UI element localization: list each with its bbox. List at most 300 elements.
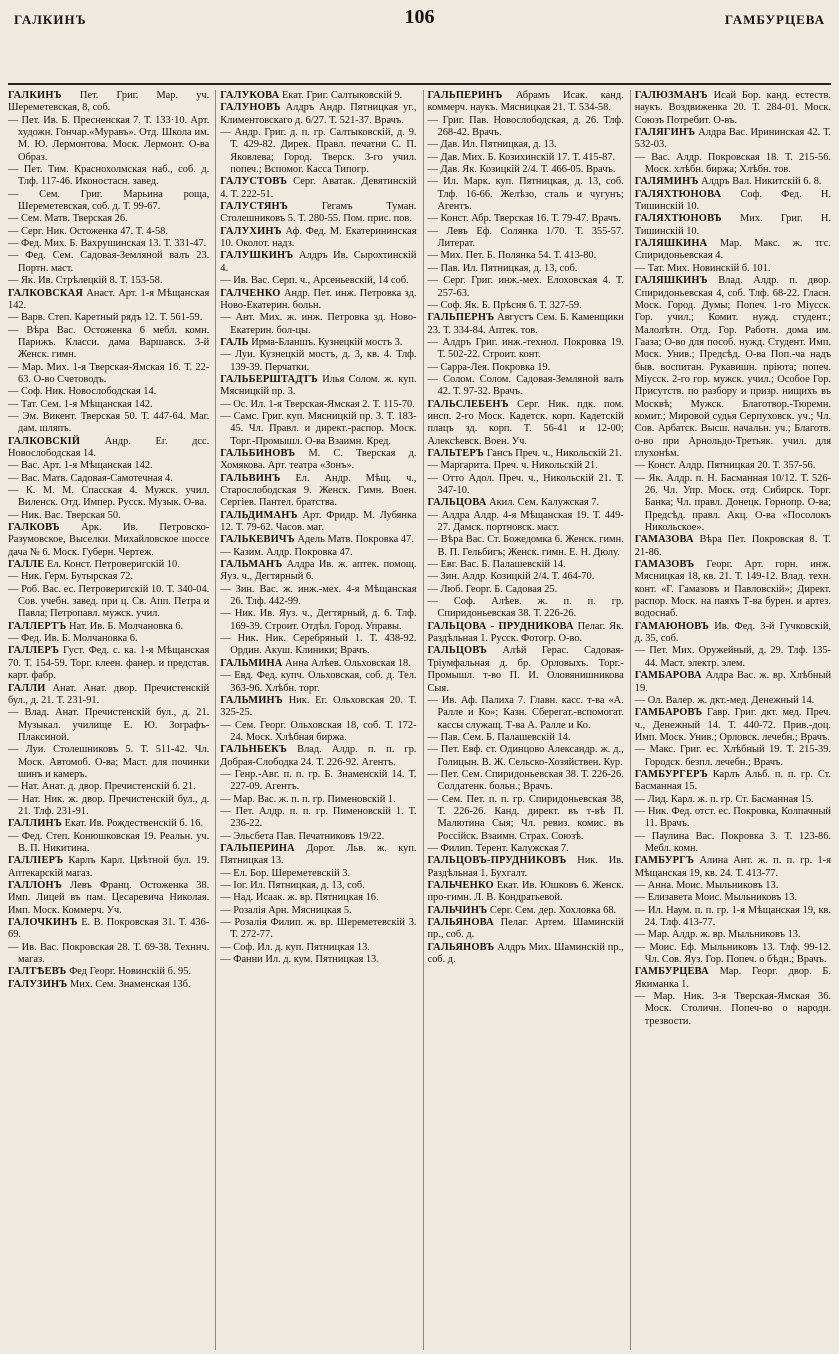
surname: ГАЛЬБЕРШТАДТЪ bbox=[220, 373, 318, 385]
entry-text: — Ник. Ив. Яуз. ч., Дегтярный, д. 6. Тлф. 169-39. Строит. Отдѣл. Город. Управы. bbox=[220, 608, 417, 632]
directory-entry bbox=[428, 794, 624, 843]
entry-text: Екат. Григ. Салтыковскiй 9. bbox=[281, 90, 403, 101]
directory-entry bbox=[428, 584, 624, 596]
surname: ГАЛУЗИНЪ bbox=[8, 978, 68, 990]
entry-text: — Евг. Вас. Б. Палашевскiй 14. bbox=[427, 559, 566, 571]
directory-entry bbox=[635, 831, 831, 856]
entry-text: — Вас. Алдр. Покровская 18. Т. 215-56. Моск. хлѣбн. биржа; Хлѣбн. тов. bbox=[634, 151, 831, 176]
directory-entry bbox=[428, 596, 624, 621]
entry-text: Алдръ Андр. Пятницкая уг., Климентовскаго д. 6/27. Т. 521-37. Врачъ. bbox=[220, 102, 417, 126]
directory-entry bbox=[635, 855, 831, 880]
directory-entry bbox=[220, 510, 416, 535]
entry-text: Алдръ Вал. Никитскiй 6. 8. bbox=[701, 176, 822, 188]
entry-text: — Эльсбета Пав. Печатниковъ 19/22. bbox=[220, 830, 385, 842]
directory-entry bbox=[635, 621, 831, 646]
directory-entry bbox=[8, 510, 209, 522]
entry-text: Акил. Сем. Калужская 7. bbox=[489, 497, 600, 509]
entry-text: Алдра Ив. ж. аптек. помощ. Яуз. ч., Дегтярный 6. bbox=[220, 559, 417, 583]
directory-entry bbox=[428, 300, 624, 312]
directory-entry bbox=[8, 917, 209, 942]
directory-entry bbox=[428, 263, 624, 275]
directory-columns bbox=[8, 90, 831, 1350]
directory-entry bbox=[8, 226, 209, 238]
entry-text: Мар. Георг. двор. Б. Якиманка 1. bbox=[634, 966, 831, 990]
directory-entry bbox=[220, 534, 416, 546]
entry-text: Пелаг. Як. Раздѣльная 1. Русск. Фотогр. О-во. bbox=[427, 620, 624, 645]
entry-text: — Мар. Ник. 3-я Тверская-Ямская 36. Моск. Столичн. Попеч-во о народн. трезвости. bbox=[634, 991, 831, 1027]
directory-entry bbox=[428, 510, 624, 535]
surname: ГАЛЬЧЕНКО bbox=[427, 880, 494, 891]
directory-entry bbox=[635, 929, 831, 941]
entry-text: — Генр.-Авг. п. п. гр. Б. Знаменскiй 14. Т. 227-09. Агентъ. bbox=[220, 768, 417, 793]
surname: ГАЛЯГИНЪ bbox=[634, 127, 696, 139]
entry-text: — Соф. Ил. д. куп. Пятницкая 13. bbox=[220, 941, 370, 953]
directory-entry bbox=[220, 843, 416, 868]
entry-text: — Ил. Наум. п. п. гр. 1-я Мѣщанская 19, кв. 24. Тлф. 413-77. bbox=[634, 904, 831, 929]
directory-entry bbox=[428, 769, 624, 794]
directory-entry bbox=[428, 744, 624, 769]
directory-entry bbox=[428, 855, 624, 880]
directory-entry bbox=[220, 349, 416, 374]
entry-text: — Анна. Моис. Мыльниковъ 13. bbox=[634, 880, 779, 891]
directory-entry bbox=[428, 176, 624, 213]
directory-entry bbox=[220, 176, 416, 201]
entry-text: Арт. Фридр. М. Лубянка 12. Т. 79-62. Часов. маг. bbox=[220, 509, 417, 534]
surname: ГАЛЬВИНЪ bbox=[220, 472, 281, 484]
surname: ГАМБУРЦЕВА bbox=[634, 966, 709, 978]
directory-entry bbox=[220, 250, 416, 275]
surname: ГАЛЛЕРЪ bbox=[8, 645, 60, 657]
column-1 bbox=[8, 90, 209, 1350]
surname: ГАЛЬЦОВЪ bbox=[427, 645, 488, 657]
entry-text: — Як. Алдр. п. Н. Басманная 10/12. Т. 526-26. Чл. Упр. Моск. отд. Сибирск. Торг. Банка; Чл. правл. Донецк. Горнопр. О-ва; Предсѣд. правл. Акц. О-ва «Посолокъ Никольское». bbox=[634, 472, 831, 534]
entry-text: Георг. Арт. горн. инж. Мясницкая 18, кв. 21. Т. 149-12. Влад. техн. конт. «Г. Гамазовъ и Павловскiй»; Директ. распор. Моск. на паяхъ Т-ва бурен. и артез. водоснаб. bbox=[634, 559, 831, 620]
directory-entry bbox=[428, 399, 624, 448]
directory-entry bbox=[8, 460, 209, 472]
surname: ГАЛЮЗМАНЪ bbox=[634, 90, 708, 101]
surname: ГАЛОЧКИНЪ bbox=[8, 917, 78, 929]
directory-entry bbox=[8, 645, 209, 682]
entry-text: — Вас. Арт. 1-я Мѣщанская 142. bbox=[8, 460, 153, 472]
entry-text: Ив. Фед. 3-й Гучковскiй, д. 35, соб. bbox=[634, 620, 831, 645]
entry-text: — Фед. Мих. Б. Вахрушинская 13. Т. 331-47. bbox=[8, 238, 207, 250]
directory-entry bbox=[635, 695, 831, 707]
entry-text: — Ив. Аф. Палиха 7. Главн. касс. т-ва «А. Ралле и Ко»; Казн. Сберегат.-вспомогат. кассы служащ. Т-ва А. Ралле и Ко. bbox=[427, 694, 624, 731]
directory-entry bbox=[635, 559, 831, 621]
directory-entry bbox=[8, 855, 209, 880]
directory-entry bbox=[220, 547, 416, 559]
entry-text: Фед Георг. Новинскiй б. 95. bbox=[69, 966, 192, 978]
directory-entry bbox=[428, 645, 624, 694]
entry-text: Абрамъ Исак. канд. коммерч. наукъ. Мясницкая 21. Т. 534-58. bbox=[427, 90, 624, 114]
surname: ГАЛЬДИМАНЪ bbox=[220, 509, 298, 521]
directory-entry bbox=[635, 90, 831, 127]
surname: ГАЛЬМИНЪ bbox=[220, 694, 283, 706]
surname: ГАЛУШКИНЪ bbox=[220, 250, 294, 262]
entry-text: — Солом. Солом. Садовая-Земляной валъ 42. Т. 97-32. Врачъ. bbox=[427, 373, 624, 398]
column-2 bbox=[215, 90, 416, 1350]
entry-text: — Пет. Ив. Б. Пресненская 7. Т. 133·10. Арт. художн. Гончар.«Муравъ». Отд. Школа им. М. Ю. Лермонтова. Моск. Лермонт. О-ва Образ. bbox=[8, 114, 210, 163]
entry-text: — Сем. Григ. Марьина роща, Шереметевская, соб. д. Т. 99-67. bbox=[8, 188, 210, 213]
entry-text: Адель Матв. Покровка 47. bbox=[297, 534, 414, 546]
surname: ГАМБУРГЕРЪ bbox=[634, 768, 708, 780]
directory-entry bbox=[635, 473, 831, 535]
directory-entry bbox=[428, 497, 624, 509]
surname: ГАЛУСТЯНЪ bbox=[220, 201, 288, 213]
entry-text: — Нат. Ник. ж. двор. Пречистенскiй бул., д. 21. Тлф. 231-91. bbox=[8, 793, 210, 817]
surname: ГАЛЛОНЪ bbox=[8, 880, 62, 891]
surname: ГАЛЬМИНА bbox=[220, 657, 283, 669]
entry-text: Нат. Ив. Б. Молчановка 6. bbox=[68, 620, 184, 632]
entry-text: — Мар. Вас. ж. п. п. гр. Пименовскiй 1. bbox=[220, 793, 396, 805]
directory-entry bbox=[220, 374, 416, 399]
directory-entry bbox=[428, 226, 624, 251]
directory-entry bbox=[635, 744, 831, 769]
entry-text: Влад. Алдр. п. п. гр. Добрая-Слободка 24. Т. 226-92. Агентъ. bbox=[220, 744, 417, 768]
directory-entry bbox=[220, 917, 416, 942]
directory-entry bbox=[635, 880, 831, 892]
directory-entry bbox=[220, 288, 416, 313]
entry-text: Гансъ Преч. ч., Никольскiй 21. bbox=[486, 447, 622, 459]
entry-text: Серг. Ник. пдк. пом. инсп. 2-го Моск. Кадетск. корп. Кадетскiй плацъ зд. корп. Т. 56-41 и 12-00; Алексѣевск. Воен. Уч. bbox=[427, 398, 624, 447]
directory-entry bbox=[8, 522, 209, 559]
entry-text: — Тат. Мих. Новинскiй б. 101. bbox=[634, 262, 771, 274]
directory-entry bbox=[428, 250, 624, 262]
entry-text: — Сем. Пет. п. п. гр. Спиридоньевская 38, Т. 226-26. Канд. директ. въ т-вѣ П. Малютина Сыя; Чл. ревиз. комис. въ Россiйск. Взаимн. Страх. Союзѣ. bbox=[427, 793, 624, 842]
directory-entry bbox=[8, 213, 209, 225]
entry-text: — Нат. Анат. д. двор. Пречистенскiй б. 21. bbox=[8, 781, 196, 793]
surname: ГАЛЬМАНЪ bbox=[220, 559, 283, 571]
surname: ГАЛЯХТЮНОВА bbox=[634, 188, 722, 200]
entry-text: Алдръ Мих. Шаминскiй пр., соб. д. bbox=[427, 941, 624, 966]
directory-entry bbox=[220, 695, 416, 720]
entry-text: — Алдръ Григ. инж.-технол. Покровка 19. Т. 502-22. Строит. конт. bbox=[427, 336, 624, 361]
surname: ГАЛЬСЛЕБЕНЪ bbox=[427, 398, 509, 410]
directory-entry bbox=[8, 880, 209, 917]
column-4 bbox=[630, 90, 831, 1350]
entry-text: Анат. Анат. двор. Пречистенскiй бул., д. 21. Т. 231-91. bbox=[8, 682, 210, 706]
surname: ГАЛУКОВА bbox=[220, 90, 280, 101]
page-header bbox=[8, 4, 831, 34]
directory-entry bbox=[8, 559, 209, 571]
directory-entry bbox=[635, 794, 831, 806]
directory-entry bbox=[220, 769, 416, 794]
entry-text: Аф. Фед. М. Екатерининская 10. Околот. надз. bbox=[220, 225, 417, 250]
directory-entry bbox=[220, 892, 416, 904]
directory-entry bbox=[8, 238, 209, 250]
surname: ГАЛКОВСКIЙ bbox=[8, 435, 81, 447]
entry-text: — Пав. Сем. Б. Палашевскiй 14. bbox=[427, 731, 571, 743]
entry-text: Влад. Алдр. п. двор. Спиридоньевская 4, соб. Тлф. 68-22. Гласн. Моск. Город. Думы; Попеч. 1-го Мiусск. Гор. учил.; Комит. нужд. студент.; Малолѣтн. Отд. Гор. Работн. дома им. Гааза; О-во для пособ. нужд. Студент. Имп. Моск. Унив.; Предсѣд. О-ва Поп.-ча надъ быв. воспитан. Рукавишн. прiюта; попеч. Мiусск. 2-го гор. мужск. учил.; Особое Гор. Присутств. по разбору и призр. нищихъ въ Москвѣ; Мужск. Благотвор.-Тюремн. комит.; Мировой судья Серпуховск. уч.; Чл. Сов. Арбатск. Высш. начальн. уч.; Благотв. о-во при Арнольдо-Третьяк. учил. для глухонѣм. bbox=[634, 275, 831, 459]
entry-text: — Сарра-Лея. Покровка 19. bbox=[427, 361, 551, 373]
directory-entry bbox=[8, 621, 209, 633]
directory-entry bbox=[8, 979, 209, 991]
surname: ГАМАЗОВА bbox=[634, 534, 694, 546]
directory-entry bbox=[8, 399, 209, 411]
directory-entry bbox=[428, 880, 624, 905]
entry-text: — Эм. Викент. Тверская 50. Т. 447-64. Маг. дам. шляпъ. bbox=[8, 410, 210, 435]
entry-text: — Роб. Вас. ес. Петроверигскiй 10. Т. 340-04. Сов. учебн. завед. при ц. Св. Апп. Петра и Павла; Петропавл. мужск. учил. bbox=[8, 583, 210, 620]
directory-entry bbox=[220, 720, 416, 745]
entry-text: — Зин. Алдр. Козицкiй 2/4. Т. 464-70. bbox=[427, 571, 595, 583]
directory-entry bbox=[635, 263, 831, 275]
entry-text: — Пет. Мих. Оружейный, д. 29. Тлф. 135-44. Маст. электр. элем. bbox=[634, 645, 831, 669]
page-number: 106 bbox=[404, 6, 435, 28]
directory-entry bbox=[428, 337, 624, 362]
entry-text: Ник. Ив. Раздѣльная 1. Бухгалт. bbox=[427, 855, 624, 879]
directory-entry bbox=[8, 744, 209, 781]
directory-entry bbox=[428, 115, 624, 140]
directory-entry bbox=[428, 621, 624, 646]
entry-text: — Макс. Григ. ес. Хлѣбный 19. Т. 215-39. Городск. безпл. лечебн.; Врачъ. bbox=[634, 744, 831, 768]
directory-entry bbox=[8, 189, 209, 214]
surname: ГАЛЛЕ bbox=[8, 559, 45, 571]
directory-entry bbox=[428, 534, 624, 559]
directory-entry bbox=[8, 781, 209, 793]
surname: ГАЛКОВСКАЯ bbox=[8, 287, 84, 299]
entry-text: — Пет. Евф. ст. Одинцово Александр. ж. д., Голицын. В. Ж. Сельско-Хозяйствен. Кур. bbox=[427, 744, 624, 768]
surname: ГАЛЬТЕРЪ bbox=[427, 447, 485, 459]
entry-text: Алдра Вас. Ирининская 42. Т. 532-03. bbox=[634, 127, 831, 151]
directory-entry bbox=[8, 633, 209, 645]
surname: ГАЛКИНЪ bbox=[8, 90, 62, 101]
entry-text: — Ант. Мих. ж. инж. Петровка зд. Ново-Екатерин. бол-цы. bbox=[220, 312, 417, 336]
entry-text: Андр. Пет. инж. Петровка зд. Ново-Екатерин. больн. bbox=[220, 287, 417, 311]
entry-text: — Мар. Мих. 1-я Тверская-Ямская 16. Т. 22-63. О-во Счетоводъ. bbox=[8, 361, 210, 385]
directory-entry bbox=[220, 584, 416, 609]
entry-text: Ел. Андр. Мѣщ. ч., Старослободская 9. Женск. Гимн. Воен. Сергiев. Пантел. братства. bbox=[220, 472, 417, 509]
entry-text: — Елизавета Моис. Мыльниковъ 13. bbox=[634, 892, 798, 904]
entry-text: — Дав. Ил. Пятницкая, д. 13. bbox=[427, 139, 557, 151]
directory-entry bbox=[220, 744, 416, 769]
entry-text: Алѣй Герас. Садовая-Трiумфальная д. бр. Орловыхъ. Торг.-Промышл. т-во П. И. Оловянишникова Сыя. bbox=[427, 645, 624, 694]
entry-text: — Фед. Сем. Садовая-Земляной валъ 23. Портн. маст. bbox=[8, 250, 210, 274]
entry-text: Ник. Ег. Ольховская 20. Т. 325-25. bbox=[220, 694, 417, 719]
directory-entry bbox=[635, 806, 831, 831]
surname: ГАЛЬПЕРНЪ bbox=[427, 312, 495, 324]
entry-text: — Як. Ив. Стрѣлецкiй 8. Т. 153-58. bbox=[8, 275, 163, 287]
entry-text: — Евд. Фед. купч. Ольховская, соб. д. Тел. 363-96. Хлѣбн. торг. bbox=[220, 670, 417, 694]
surname: ГАМАЮНОВЪ bbox=[634, 620, 710, 632]
surname: ГАЛЬЦОВА bbox=[427, 497, 487, 509]
entry-text: Алина Ант. ж. п. п. гр. 1-я Мѣщанская 19, кв. 24. Т. 413-77. bbox=[634, 855, 831, 879]
directory-entry bbox=[8, 250, 209, 275]
entry-text: Мих. Григ. Н. Тишинскiй 10. bbox=[634, 213, 831, 237]
directory-entry bbox=[428, 571, 624, 583]
directory-entry bbox=[220, 658, 416, 670]
entry-text: — Серг. Григ. инж.-мех. Елоховская 4. Т. 257-63. bbox=[427, 275, 624, 299]
entry-text: — Моис. Еф. Мыльниковъ 13. Тлф. 99-12. Чл. Сов. Яуз. Гор. Попеч. о бѣдн.; Врачъ. bbox=[634, 941, 831, 966]
directory-entry bbox=[8, 794, 209, 819]
directory-entry bbox=[220, 337, 416, 349]
surname: ГАЛЯШКИНА bbox=[634, 238, 708, 250]
directory-entry bbox=[635, 769, 831, 794]
directory-entry bbox=[635, 991, 831, 1028]
entry-text: — Отто Адол. Преч. ч., Никольскiй 21. Т. 347-10. bbox=[427, 472, 624, 496]
directory-entry bbox=[635, 892, 831, 904]
directory-entry bbox=[635, 942, 831, 967]
directory-entry bbox=[220, 559, 416, 584]
directory-entry bbox=[220, 831, 416, 843]
entry-text: Илья Солом. ж. куп. Мясницкiй пр. 3. bbox=[220, 373, 417, 398]
entry-text: Екат. Ив. Рождественскiй б. 16. bbox=[64, 818, 203, 830]
entry-text: Исай Бор. канд. естеств. наукъ. Воздвиженка 20. Т. 284-01. Моск. Союзъ Потребит. О-въ. bbox=[634, 90, 831, 126]
entry-text: — Луи. Столешниковъ 5. Т. 511-42. Чл. Моск. Автомоб. О-ва; Маст. для починки шинъ и камеръ. bbox=[8, 744, 210, 780]
entry-text: — Алдра Алдр. 4-я Мѣщанская 19. Т. 449-27. Дамск. портновск. маст. bbox=[427, 509, 624, 534]
entry-text: — Ив. Вас. Серп. ч., Арсеньевскiй, 14 соб. bbox=[220, 275, 409, 287]
entry-text: — Казим. Алдр. Покровка 47. bbox=[220, 546, 353, 558]
entry-text: Алдръ Ив. Сырохтинскiй 4. bbox=[220, 250, 417, 274]
entry-text: — Конст. Абр. Тверская 16. Т. 79-47. Врачъ. bbox=[427, 213, 621, 225]
directory-entry bbox=[8, 386, 209, 398]
entry-text: Анаст. Арт. 1-я Мѣщанская 142. bbox=[8, 287, 210, 311]
directory-entry bbox=[635, 707, 831, 744]
entry-text: — Левъ Еф. Солянка 1/70. Т. 355-57. Литерат. bbox=[427, 225, 624, 250]
directory-entry bbox=[428, 312, 624, 337]
directory-entry bbox=[8, 571, 209, 583]
entry-text: — Ив. Вас. Покровская 28. Т. 69-38. Техннч. магаз. bbox=[8, 941, 210, 966]
surname: ГАЛЬ bbox=[220, 336, 249, 348]
directory-entry bbox=[428, 90, 624, 115]
surname: ГАЛУНОВЪ bbox=[220, 102, 281, 114]
entry-text: — Влад. Анат. Пречистенскiй бул., д. 21. Музыкал. училище Е. Ю. Зографъ-Плаксиной. bbox=[8, 707, 210, 743]
entry-text: — Ел. Бор. Шереметевскiй 3. bbox=[220, 867, 351, 879]
directory-entry bbox=[8, 707, 209, 744]
directory-entry bbox=[428, 213, 624, 225]
directory-entry bbox=[635, 645, 831, 670]
directory-entry bbox=[428, 917, 624, 942]
entry-text: — Зин. Вас. ж. инж.-мех. 4-я Мѣщанская 26. Тлф. 442-99. bbox=[220, 583, 417, 608]
entry-text: — Пет. Сем. Спиридоньевская 38. Т. 226-26. Солдатенк. больн.; Врачъ. bbox=[427, 768, 624, 793]
surname: ГАМАЗОВЪ bbox=[634, 559, 695, 571]
directory-entry bbox=[8, 90, 209, 115]
entry-text: Карлъ Альб. п. п. гр. Ст. Басманная 15. bbox=[634, 768, 831, 793]
entry-text: — Ник. Ник. Серебряный 1. Т. 438-92. Ордин. Акуш. Клиники; Врачъ. bbox=[220, 633, 417, 657]
directory-entry bbox=[635, 152, 831, 177]
directory-entry bbox=[220, 880, 416, 892]
surname: ГАЛУХИНЪ bbox=[220, 225, 282, 237]
entry-text: Арк. Ив. Петровско-Разумовское, Выселки. Михайловское шоссе дача № 6. Моск. Губерн. Чертеж. bbox=[8, 522, 210, 558]
entry-text: Карлъ Карл. Цвѣтной бул. 19. Аптекарскiй магаз. bbox=[8, 855, 210, 879]
entry-text: — Луи. Кузнецкiй мостъ, д. 3, кв. 4. Тлф. 139-39. Перчатки. bbox=[220, 349, 417, 373]
entry-text: — Ник. Фед. отст. ес. Покровка, Колпачный 11. Врачъ. bbox=[634, 805, 831, 830]
entry-text: Пелаг. Артем. Шаминскiй пр., соб. д. bbox=[427, 917, 624, 941]
surname: ГАЛЬНБЕКЪ bbox=[220, 744, 288, 756]
entry-text: Е. В. Покровская 31. Т. 436-69. bbox=[8, 917, 210, 941]
directory-entry bbox=[428, 448, 624, 460]
directory-entry bbox=[428, 275, 624, 300]
entry-text: — Паулина Вас. Покровка 3. Т. 123-86. Мебл. комн. bbox=[634, 830, 831, 854]
entry-text: — Мар. Алдр. ж. вр. Мыльниковъ 13. bbox=[634, 929, 801, 941]
directory-entry bbox=[428, 559, 624, 571]
entry-text: Ел. Конст. Петроверигскiй 10. bbox=[47, 559, 180, 571]
directory-entry bbox=[8, 411, 209, 436]
entry-text: — Мих. Пет. Б. Полянка 54. Т. 413-80. bbox=[427, 250, 597, 262]
directory-entry bbox=[635, 176, 831, 188]
directory-entry bbox=[8, 485, 209, 510]
directory-entry bbox=[428, 139, 624, 151]
entry-text: — Соф. Ник. Новослободская 14. bbox=[8, 386, 157, 398]
entry-text: — Фанни Ил. д. кум. Пятницкая 13. bbox=[220, 954, 379, 966]
surname: ГАЛЛIЕРЪ bbox=[8, 855, 64, 867]
entry-text: Густ. Фед. с. ка. 1-я Мѣщанская 70. Т. 154-59. Торг. клеен. фанер. и представ. карт. фабр. bbox=[8, 645, 210, 682]
directory-entry bbox=[220, 102, 416, 127]
entry-text: — Ил. Марк. куп. Пятницкая, д. 13, соб. Тлф. 16-66. Желѣзо, сталь и чугунъ; Агентъ. bbox=[427, 176, 624, 213]
directory-entry bbox=[220, 127, 416, 176]
entry-text: — Вас. Матв. Садовая-Самотечная 4. bbox=[8, 472, 173, 484]
directory-entry bbox=[220, 868, 416, 880]
directory-entry bbox=[220, 226, 416, 251]
entry-text: — Варв. Степ. Каретный рядъ 12. Т. 561-59. bbox=[8, 312, 203, 324]
directory-entry bbox=[635, 127, 831, 152]
directory-entry bbox=[635, 275, 831, 460]
entry-text: — Вѣра Вас. Остоженка 6 мебл. комн. Парижъ. Класси. дама Варшавск. 3-й Женск. гимн. bbox=[8, 324, 210, 361]
surname: ГАЛЯШКИНЪ bbox=[634, 275, 708, 287]
directory-entry bbox=[220, 399, 416, 411]
directory-entry bbox=[635, 905, 831, 930]
directory-entry bbox=[8, 473, 209, 485]
directory-entry bbox=[8, 584, 209, 621]
surname: ГАМБАРОВА bbox=[634, 670, 702, 682]
directory-entry bbox=[8, 164, 209, 189]
directory-entry bbox=[220, 90, 416, 102]
entry-text: — Дав. Як. Козицкiй 2/4. Т. 466-05. Врачъ. bbox=[427, 164, 616, 176]
entry-text: — Вѣра Вас. Ст. Божедомка 6. Женск. гимн. В. П. Гельбигъ; Женск. гимн. Е. Н. Дюлу. bbox=[427, 534, 624, 558]
surname: ГАЛЯМИНЪ bbox=[634, 176, 699, 188]
entry-text: — Фед. Степ. Конюшковская 19. Реальн. уч. В. П. Никитина. bbox=[8, 830, 210, 854]
directory-entry bbox=[220, 201, 416, 226]
directory-entry bbox=[8, 312, 209, 324]
surname: ГАЛКОВЪ bbox=[8, 522, 60, 534]
entry-text: Анна Алѣев. Ольховская 18. bbox=[285, 657, 411, 669]
directory-entry bbox=[8, 288, 209, 313]
entry-text: — Филип. Терент. Калужская 7. bbox=[427, 842, 569, 854]
entry-text: — Iог. Ил. Пятницкая, д. 13, соб. bbox=[220, 880, 365, 891]
directory-entry bbox=[428, 473, 624, 498]
directory-entry bbox=[428, 374, 624, 399]
entry-text: — Розалiя Арн. Мясницкая 5. bbox=[220, 904, 352, 916]
directory-entry bbox=[220, 794, 416, 806]
surname: ГАЛУСТОВЪ bbox=[220, 176, 288, 188]
surname: ГАЛЬЯНОВА bbox=[427, 917, 494, 929]
column-3 bbox=[423, 90, 624, 1350]
surname: ГАЛЬЧИНЪ bbox=[427, 904, 488, 916]
entry-text: — Ник. Вас. Тверская 50. bbox=[8, 509, 121, 521]
directory-entry bbox=[635, 670, 831, 695]
entry-text: Гегамъ Туман. Столешниковъ 5. Т. 280-55. Пом. прис. пов. bbox=[220, 201, 417, 225]
entry-text: Соф. Фед. Н. Тишинскiй 10. bbox=[634, 188, 831, 213]
directory-entry bbox=[220, 448, 416, 473]
entry-text: Пет. Григ. Мар. уч. Шереметевская, 8, соб. bbox=[8, 90, 210, 114]
directory-entry bbox=[8, 966, 209, 978]
directory-entry bbox=[220, 275, 416, 287]
directory-entry bbox=[428, 695, 624, 732]
entry-text: Алдра Вас. ж. вр. Хлѣбный 19. bbox=[634, 670, 831, 694]
entry-text: — Лид. Карл. ж. п. гр. Ст. Басманная 15. bbox=[634, 793, 814, 805]
entry-text: Екат. Ив. Юшковъ 6. Женск. про-гимн. Л. В. Кондратьевой. bbox=[427, 880, 624, 904]
header-rule bbox=[8, 83, 831, 85]
entry-text: Серг. Сем. дер. Хохловка 68. bbox=[489, 904, 617, 916]
directory-entry bbox=[8, 942, 209, 967]
directory-entry bbox=[635, 238, 831, 263]
entry-text: — Сем. Матв. Тверская 26. bbox=[8, 213, 128, 225]
entry-text: Гавр. Григ. дкт. мед. Преч. ч., Денежный 14. Т. 440-72. Прив.-доц. Имп. Моск. Унив.; Орловск. лечебн.; Врачъ. bbox=[634, 707, 831, 743]
entry-text: — Тат. Сем. 1-я Мѣщанская 142. bbox=[8, 398, 153, 410]
entry-text: — Фед. Ив. Б. Молчановка 6. bbox=[8, 633, 138, 645]
directory-entry bbox=[635, 534, 831, 559]
directory-entry bbox=[8, 436, 209, 461]
surname: ГАЛЛИНЪ bbox=[8, 818, 62, 830]
